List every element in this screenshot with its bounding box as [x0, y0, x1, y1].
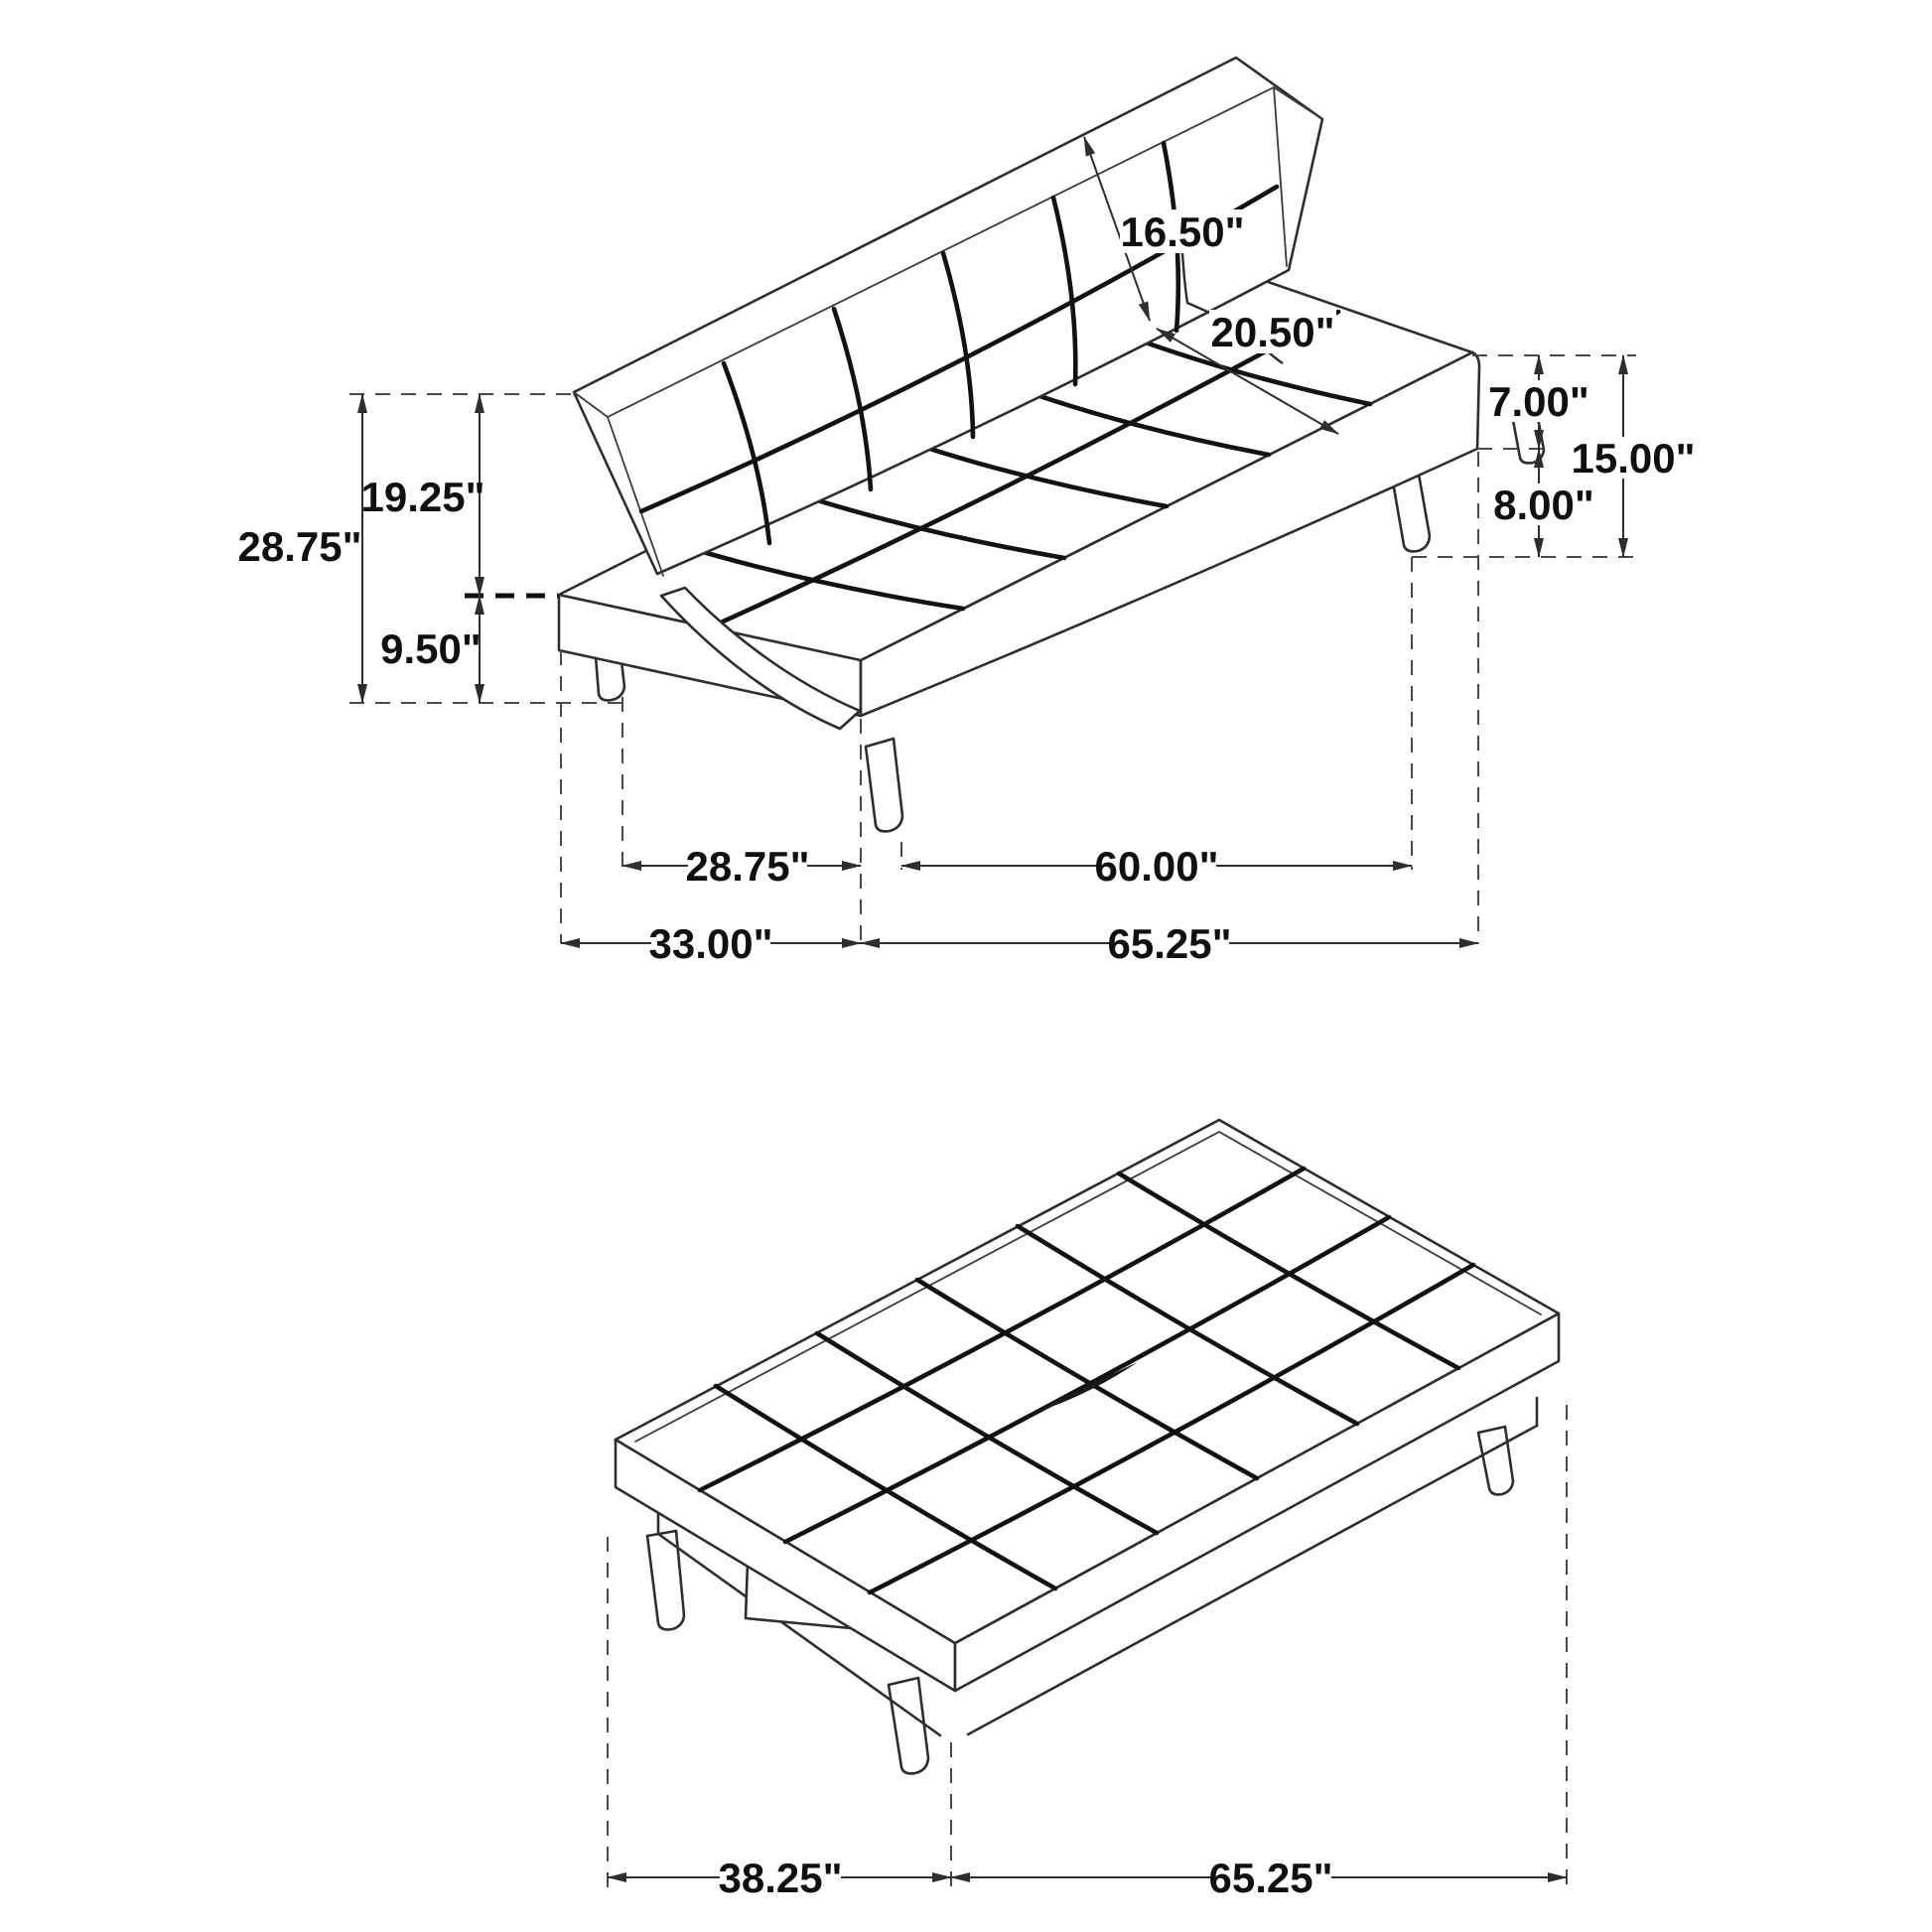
- bed-leg-left: [647, 1531, 684, 1629]
- dim-hinge-height-label: 9.50": [380, 625, 482, 672]
- dim-overall-width-label: 65.25": [1107, 920, 1232, 967]
- dim-leg-span-depth-label: 28.75": [685, 843, 810, 890]
- dim-bed-depth-label: 38.25": [718, 1855, 843, 1901]
- bed-leg-front: [889, 1678, 928, 1773]
- dim-seat-height-label: 15.00": [1571, 435, 1696, 482]
- bed-leg-right: [1478, 1427, 1513, 1494]
- bed-view: [608, 1120, 1567, 1901]
- dim-overall-height-label: 28.75": [237, 523, 362, 570]
- dim-overall-depth-label: 33.00": [648, 920, 773, 967]
- dim-leg-height-label: 8.00": [1493, 482, 1594, 528]
- sofa-leg-front: [866, 739, 902, 831]
- dim-seat-depth-label: 20.50": [1210, 309, 1335, 355]
- sofa-view: [237, 58, 1700, 967]
- dim-backrest-rise-label: 19.25": [360, 474, 485, 520]
- dim-cushion-thickness-label: 7.00": [1488, 378, 1589, 425]
- dim-leg-span-width-label: 60.00": [1094, 843, 1219, 890]
- dim-bed-width-label: 65.25": [1208, 1855, 1333, 1901]
- bed-drawing: [616, 1120, 1559, 1773]
- sofa-drawing: [559, 58, 1544, 831]
- dim-back-surface-label: 16.50": [1120, 208, 1245, 255]
